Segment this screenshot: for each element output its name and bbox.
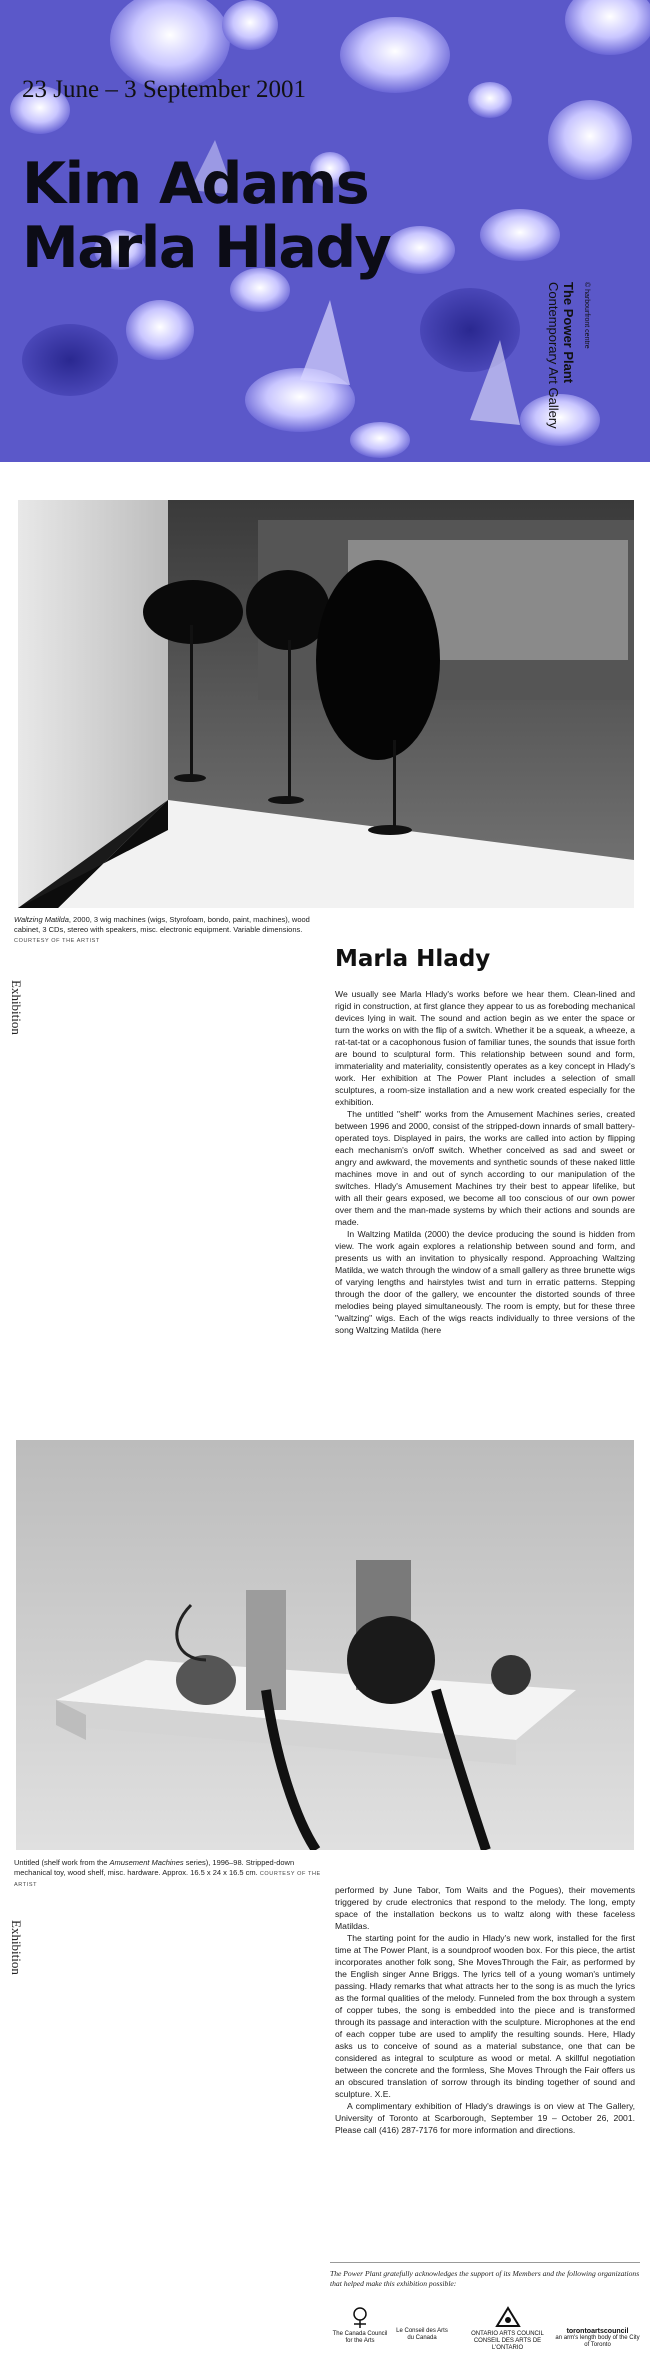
institution-block [546, 282, 590, 429]
canada-council-logo [330, 2306, 390, 2345]
canada-council-icon [348, 2306, 372, 2328]
cover-credit: © harbourfront centre [583, 282, 590, 349]
ontario-arts-council-logo [465, 2306, 550, 2352]
amusement-machines-caption [14, 1858, 334, 1890]
logo-line: CONSEIL DES ARTS DE L'ONTARIO [473, 2338, 542, 2351]
waltzing-matilda-image [18, 500, 634, 908]
logo-line: Le Conseil des Arts [396, 2328, 448, 2334]
institution-subtitle: Contemporary Art Gallery [546, 282, 561, 429]
logo-line: ONTARIO ARTS COUNCIL [471, 2331, 544, 2337]
sponsor-block [330, 2262, 640, 2351]
amusement-machines-photo [16, 1440, 634, 1850]
essay-paragraph: In Waltzing Matilda (2000) the device producing the sound is hidden from view. The work again explores a relationship between sound and form, and presents us with an invitation to physically respond. Approaching Waltzing Matilda, we watch through the window of a small gallery as three brunette wigs of varying lengths and hairstyles twist and turn in erratic patterns. Stepping through the door of the gallery, we encounter the distorted sounds of three melodies being played simultaneously. The room is empty, but for these three "waltzing" wigs. Each of the wigs reacts individually to three versions of the song Waltzing Matilda (here [335, 1229, 635, 1335]
section-label-exhibition: Exhibition [9, 980, 24, 1035]
exhibition-dates: 23 June – 3 September 2001 [22, 76, 306, 103]
waltzing-matilda-caption [14, 915, 334, 946]
cover-panel [0, 0, 650, 462]
artist-name-marla-hlady: Marla Hlady [22, 215, 391, 281]
caption-text: series), 1996–98. Stripped-down mechanical toy, wood shelf, misc. hardware. Approx. 16.5 x 24 x 16.5 cm. [14, 1858, 295, 1877]
section-label-exhibition-2: Exhibition [9, 1920, 24, 1975]
caption-text: Untitled (shelf work from the [14, 1858, 110, 1867]
essay-paragraph: The starting point for the audio in Hlady's new work, installed for the first time at The Power Plant, is a soundproof wooden box. For this piece, the artist incorporates another folk song, She MovesThrough the Fair, as performed by the English singer Anne Briggs. The lyrics tell of a young woman's untimely passing. Hlady remarks that what attracts her to the song is as much the lyrics as the formal qualities of the melody. Funneled from the box through a system of copper tubes, the song is embedded into the piece and is transformed through its passage and interaction with the sculpture. Microphones at the end of each copper tube are used to amplify the resulting sounds. Here, Hlady asks us to conceive of sound as a material substance, one that can be considered as integral to sculpture as wood or metal. A skillful negotiation between the concrete and the formless, She Moves Through the Fair offers us an obscured translation of sorrow through its binding together of sound and sculpture. X.E. [335, 1933, 635, 2099]
toronto-arts-council-logo [555, 2328, 640, 2349]
artist-name-kim-adams: Kim Adams [22, 151, 369, 217]
cover-title [22, 152, 390, 280]
essay-paragraph: A complimentary exhibition of Hlady's drawings is on view at The Gallery, University of Toronto at Scarborough, September 19 – October 26, 2001. Please call (416) 287-7176 for more information and directions. [335, 2101, 635, 2135]
logo-line: torontoartscouncil [566, 2328, 629, 2335]
institution-name: The Power Plant [561, 282, 576, 384]
logo-line: du Canada [407, 2335, 437, 2341]
logo-line: for the Arts [345, 2338, 375, 2344]
caption-credit: COURTESY OF THE ARTIST [14, 938, 100, 944]
caption-series-title: Amusement Machines [109, 1858, 184, 1867]
essay-part-2 [335, 1884, 635, 2136]
page-title: Marla Hlady [335, 946, 491, 972]
logo-line: The Canada Council [332, 2331, 388, 2337]
conseil-des-arts-logo [392, 2328, 452, 2342]
caption-credit: COURTESY OF THE ARTIST [14, 1871, 321, 1888]
waltzing-matilda-photo [18, 500, 634, 908]
amusement-machines-image [16, 1440, 634, 1850]
essay-paragraph: performed by June Tabor, Tom Waits and the Pogues), their movements triggered by crude electronics that respond to the melody. The long, empty space of the installation beckons us to waltz along with these faceless Matildas. [335, 1885, 635, 1931]
sponsor-acknowledgement: The Power Plant gratefully acknowledges the support of its Members and the following organizations that helped make this exhibition possible: [330, 2262, 640, 2289]
caption-text: , 2000, 3 wig machines (wigs, Styrofoam, bondo, paint, machines), wood cabinet, 3 CDs, stereo with speakers, misc. electronic equipment. Variable dimensions. [14, 915, 310, 934]
essay-paragraph: The untitled "shelf" works from the Amusement Machines series, created between 1996 and 2000, consist of the stripped-down innards of small battery-operated toys. Displayed in pairs, the works are called into action by flipping each mechanism's on/off switch. Whether conceived as sad and sweet or angry and awkward, the movements and synthetic sounds of these naked little machines move in and out of synch according to our manipulation of the switches. Hlady's Amusement Machines try their best to appear lifelike, but with all their gears exposed, we become all too conscious of our own power over them and the man-made systems by which their actions and sounds are made. [335, 1109, 635, 1227]
essay-paragraph: We usually see Marla Hlady's works before we hear them. Clean-lined and rigid in construction, at first glance they appear to us as foreboding mechanical devices lying in wait. The sound and action begin as we enter the space or turn the works on with the flip of a switch. Whether it be a squeak, a wheeze, a rat-tat-tat or a cacophonous fusion of familiar tunes, the sounds that issue forth are bound to sculptural form. This relationship between sound and form, immateriality and materiality, consistently operates as a key concept in Hlady's work. Her exhibition at The Power Plant includes a selection of small sculptures, a room-size installation and a new work created especially for the exhibition. [335, 989, 635, 1107]
caption-title: Waltzing Matilda [14, 915, 69, 924]
essay-part-1 [335, 988, 635, 1336]
logo-line: an arm's length body of the City of Toronto [555, 2335, 640, 2348]
ontario-arts-council-icon [495, 2306, 521, 2328]
